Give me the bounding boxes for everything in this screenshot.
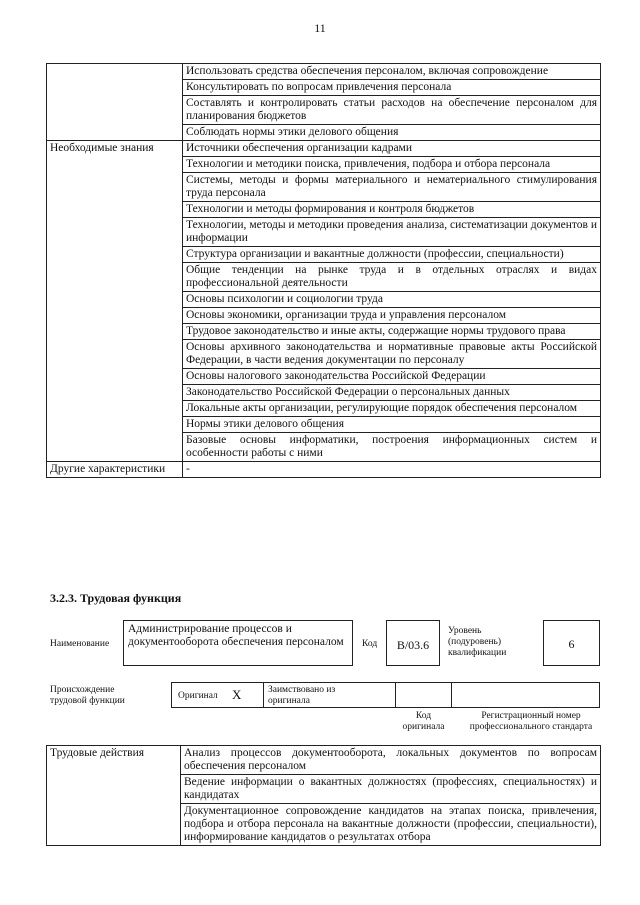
labor-actions-table	[46, 745, 601, 846]
table-cell: Базовые основы информатики, построения информационных систем и особенности работы с ними	[183, 433, 601, 462]
reg-number-caption: Регистрационный номер профессионального стандарта	[469, 711, 593, 732]
table-cell: Структура организации и вакантные должности (профессии, специальности)	[183, 247, 601, 263]
row-group-label: Трудовые действия	[47, 746, 181, 846]
table-cell: Технологии, методы и методики проведения анализа, систематизации документов и информации	[183, 218, 601, 247]
borrowed-box	[263, 682, 396, 708]
table-row	[47, 141, 601, 157]
original-mark: X	[232, 687, 242, 702]
table-cell: Трудовое законодательство и иные акты, содержащие нормы трудового права	[183, 324, 601, 340]
other-value: -	[183, 462, 601, 478]
code-original-caption: Код оригинала	[402, 711, 445, 732]
table-cell: Соблюдать нормы этики делового общения	[183, 125, 601, 141]
table-cell: Анализ процессов документооборота, локальных документов по вопросам обеспечения персоналом	[181, 746, 601, 775]
table-cell: Ведение информации о вакантных должностях (профессиях, специальностях) и кандидатах	[181, 775, 601, 804]
table-cell: Нормы этики делового общения	[183, 417, 601, 433]
row-group-label: Необходимые знания	[47, 141, 183, 462]
original-box	[171, 682, 264, 708]
table-cell: Основы экономики, организации труда и управления персоналом	[183, 308, 601, 324]
section-title: 3.2.3. Трудовая функция	[50, 591, 182, 605]
table-cell: Технологии и методики поиска, привлечения, подбора и отбора персонала	[183, 157, 601, 173]
table-cell: Использовать средства обеспечения персоналом, включая сопровождение	[183, 64, 601, 80]
code-label: Код	[362, 639, 378, 649]
other-label: Другие характеристики	[47, 462, 183, 478]
table-row	[47, 64, 601, 80]
table-cell: Документационное сопровождение кандидатов на этапах поиска, привлечения, подбора и отбора персонала на вакантные должности (профессии, специальности), информирование кандидатов о результатах отбора	[181, 804, 601, 846]
table-row	[47, 746, 601, 775]
function-name-box	[123, 620, 353, 666]
table-cell: Технологии и методы формирования и контроля бюджетов	[183, 202, 601, 218]
table-cell: Основы налогового законодательства Российской Федерации	[183, 369, 601, 385]
code-box	[386, 620, 440, 666]
function-name-value: Администрирование процессов и документооборота обеспечения персоналом	[128, 623, 344, 648]
code-value: B/03.6	[396, 638, 430, 652]
table-cell: Источники обеспечения организации кадрами	[183, 141, 601, 157]
level-label: Уровень (подуровень) квалификации	[448, 626, 507, 658]
knowledge-skills-table	[46, 63, 601, 478]
table-cell: Законодательство Российской Федерации о персональных данных	[183, 385, 601, 401]
original-label: Оригинал	[178, 691, 218, 701]
level-value: 6	[568, 637, 575, 651]
name-label: Наименование	[50, 639, 110, 649]
table-cell: Системы, методы и формы материального и нематериального стимулирования труда персонала	[183, 173, 601, 202]
reg-number-box	[451, 682, 600, 708]
table-cell: Основы архивного законодательства и нормативные правовые акты Российской Федерации, в части ведения документации по персоналу	[183, 340, 601, 369]
page-number: 11	[314, 21, 326, 35]
table-cell: Основы психологии и социологии труда	[183, 292, 601, 308]
table-cell: Общие тенденции на рынке труда и в отдельных отраслях и видах профессиональной деятельности	[183, 263, 601, 292]
borrowed-label: Заимствовано из оригинала	[268, 685, 336, 706]
table-row	[47, 462, 601, 478]
origin-label: Происхождение трудовой функции	[50, 685, 125, 706]
row-group-label	[47, 64, 183, 141]
table-cell: Составлять и контролировать статьи расходов на обеспечение персоналом для планирования бюджетов	[183, 96, 601, 125]
table-cell: Консультировать по вопросам привлечения персонала	[183, 80, 601, 96]
table-cell: Локальные акты организации, регулирующие порядок обеспечения персоналом	[183, 401, 601, 417]
level-box	[543, 620, 600, 666]
code-original-box	[395, 682, 452, 708]
